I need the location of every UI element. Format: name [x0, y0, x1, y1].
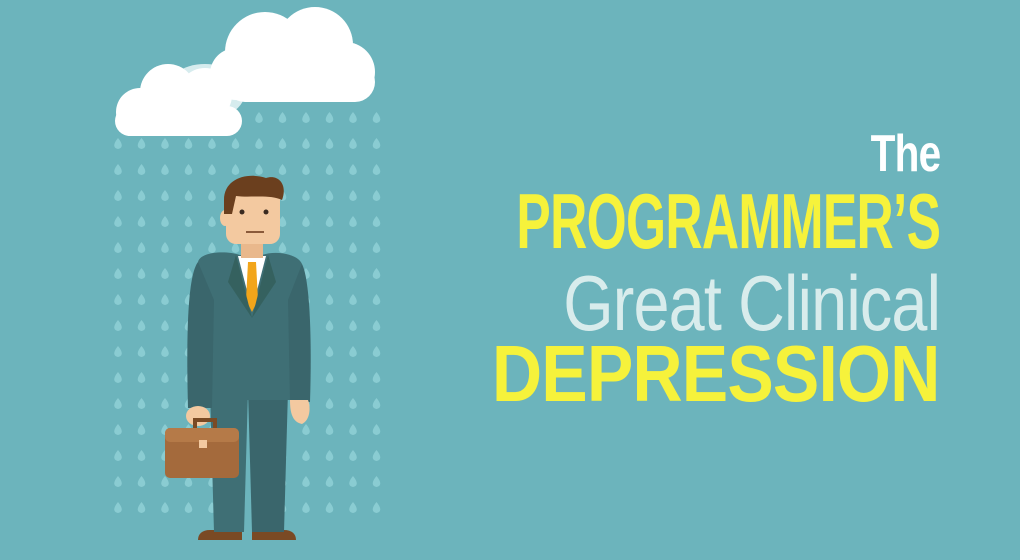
- raindrop: [255, 424, 263, 435]
- raindrop: [161, 372, 169, 383]
- raindrop: [161, 268, 169, 279]
- raindrop: [161, 424, 169, 435]
- raindrop: [349, 476, 357, 487]
- raindrop: [138, 138, 146, 149]
- raindrop: [208, 476, 216, 487]
- raindrop: [161, 398, 169, 409]
- raindrop: [326, 190, 334, 201]
- raindrop: [138, 294, 146, 305]
- raindrop: [255, 372, 263, 383]
- raindrop: [302, 398, 310, 409]
- raindrop: [255, 502, 263, 513]
- raindrop: [138, 164, 146, 175]
- raindrop: [232, 242, 240, 253]
- raindrop: [326, 268, 334, 279]
- raindrop: [232, 476, 240, 487]
- raindrop: [302, 320, 310, 331]
- raindrop: [255, 138, 263, 149]
- raindrop: [302, 216, 310, 227]
- raindrop: [326, 216, 334, 227]
- raindrop: [373, 320, 381, 331]
- raindrop: [279, 216, 287, 227]
- raindrop: [349, 346, 357, 357]
- raindrop: [255, 164, 263, 175]
- raindrop: [208, 242, 216, 253]
- raindrop: [326, 112, 334, 123]
- raindrop: [349, 138, 357, 149]
- raindrop: [302, 450, 310, 461]
- raindrop: [138, 268, 146, 279]
- raindrop: [279, 424, 287, 435]
- raindrop: [114, 320, 122, 331]
- raindrop: [138, 346, 146, 357]
- raindrop: [349, 450, 357, 461]
- raindrop: [373, 502, 381, 513]
- raindrop: [255, 450, 263, 461]
- headline-line-programmers: PROGRAMMER’S: [516, 177, 940, 265]
- raindrop: [279, 138, 287, 149]
- raindrop: [255, 112, 263, 123]
- raindrop: [161, 320, 169, 331]
- raindrop: [138, 320, 146, 331]
- raindrop: [326, 502, 334, 513]
- raindrop: [138, 398, 146, 409]
- raindrop: [232, 372, 240, 383]
- raindrop: [208, 268, 216, 279]
- headline: [400, 118, 940, 418]
- raindrop: [114, 242, 122, 253]
- raindrop: [161, 476, 169, 487]
- raindrop: [373, 424, 381, 435]
- raindrop: [326, 346, 334, 357]
- raindrop: [326, 372, 334, 383]
- raindrop: [279, 476, 287, 487]
- raindrop: [232, 164, 240, 175]
- raindrop: [349, 320, 357, 331]
- raindrop: [326, 320, 334, 331]
- raindrop: [279, 164, 287, 175]
- raindrop: [185, 268, 193, 279]
- raindrop: [279, 242, 287, 253]
- raindrop: [161, 346, 169, 357]
- raindrop: [185, 372, 193, 383]
- raindrop: [373, 268, 381, 279]
- raindrop: [349, 164, 357, 175]
- raindrop: [232, 320, 240, 331]
- raindrop: [302, 268, 310, 279]
- raindrop: [279, 190, 287, 201]
- raindrop: [208, 450, 216, 461]
- raindrop: [185, 346, 193, 357]
- raindrop: [114, 476, 122, 487]
- raindrop: [255, 242, 263, 253]
- raindrop: [255, 268, 263, 279]
- raindrop: [114, 164, 122, 175]
- headline-line-great-clinical: Great Clinical: [563, 259, 940, 347]
- raindrop: [185, 398, 193, 409]
- raindrop: [373, 398, 381, 409]
- raindrop: [114, 190, 122, 201]
- raindrop: [255, 346, 263, 357]
- raindrop: [279, 502, 287, 513]
- raindrop: [302, 346, 310, 357]
- raindrop: [349, 242, 357, 253]
- raindrop: [185, 424, 193, 435]
- raindrop: [185, 190, 193, 201]
- raindrop: [279, 346, 287, 357]
- raindrop: [208, 398, 216, 409]
- raindrop: [232, 450, 240, 461]
- raindrop: [114, 294, 122, 305]
- raindrop: [373, 164, 381, 175]
- raindrop: [373, 372, 381, 383]
- raindrop: [114, 346, 122, 357]
- raindrop: [302, 242, 310, 253]
- raindrop: [255, 476, 263, 487]
- raindrop: [255, 320, 263, 331]
- raindrop: [302, 372, 310, 383]
- raindrop: [161, 242, 169, 253]
- raindrop: [326, 450, 334, 461]
- raindrop: [349, 424, 357, 435]
- raindrop: [185, 320, 193, 331]
- raindrop: [232, 216, 240, 227]
- raindrop: [161, 450, 169, 461]
- raindrop: [138, 242, 146, 253]
- raindrop: [255, 216, 263, 227]
- raindrop: [302, 294, 310, 305]
- raindrop: [185, 138, 193, 149]
- raindrop: [114, 398, 122, 409]
- raindrop: [302, 112, 310, 123]
- raindrop: [138, 450, 146, 461]
- raindrop: [349, 216, 357, 227]
- raindrop: [161, 164, 169, 175]
- raindrop: [161, 216, 169, 227]
- raindrop: [255, 294, 263, 305]
- raindrop: [161, 502, 169, 513]
- raindrop: [232, 424, 240, 435]
- raindrop: [138, 190, 146, 201]
- raindrop: [232, 398, 240, 409]
- raindrop: [114, 268, 122, 279]
- raindrop: [185, 242, 193, 253]
- raindrop: [279, 268, 287, 279]
- raindrop: [208, 190, 216, 201]
- raindrop: [114, 424, 122, 435]
- raindrop: [208, 424, 216, 435]
- raindrop: [208, 294, 216, 305]
- raindrop: [185, 216, 193, 227]
- raindrop: [185, 294, 193, 305]
- raindrop: [326, 476, 334, 487]
- raindrop: [208, 372, 216, 383]
- raindrop: [255, 398, 263, 409]
- raindrop: [349, 112, 357, 123]
- raindrop: [326, 242, 334, 253]
- raindrop: [208, 320, 216, 331]
- raindrop: [349, 372, 357, 383]
- raindrop: [208, 138, 216, 149]
- raindrop: [161, 138, 169, 149]
- raindrop: [232, 190, 240, 201]
- raindrop: [349, 294, 357, 305]
- raindrop: [138, 216, 146, 227]
- raindrop: [302, 476, 310, 487]
- cloud-front: [115, 64, 242, 136]
- raindrop: [349, 190, 357, 201]
- raindrop: [326, 138, 334, 149]
- headline-line-depression: DEPRESSION: [492, 329, 940, 418]
- raindrop: [279, 372, 287, 383]
- raindrop: [255, 190, 263, 201]
- raindrop: [114, 502, 122, 513]
- raindrop: [185, 476, 193, 487]
- raindrop: [138, 476, 146, 487]
- raindrop: [349, 398, 357, 409]
- raindrop: [302, 502, 310, 513]
- raindrop: [208, 164, 216, 175]
- raindrop: [302, 164, 310, 175]
- raindrop: [185, 502, 193, 513]
- raindrop: [114, 138, 122, 149]
- raindrop: [302, 190, 310, 201]
- raindrop: [208, 346, 216, 357]
- raindrop: [373, 476, 381, 487]
- raindrop: [232, 138, 240, 149]
- raindrop: [326, 294, 334, 305]
- raindrop: [373, 346, 381, 357]
- raindrop: [208, 502, 216, 513]
- raindrop: [138, 502, 146, 513]
- raindrop: [161, 294, 169, 305]
- raindrop: [138, 424, 146, 435]
- raindrop: [138, 372, 146, 383]
- raindrop: [208, 216, 216, 227]
- raindrop: [232, 346, 240, 357]
- raindrop: [114, 216, 122, 227]
- raindrop: [161, 190, 169, 201]
- raindrop: [279, 320, 287, 331]
- headline-line-the: The: [870, 125, 940, 183]
- raindrop: [232, 268, 240, 279]
- raindrop: [349, 502, 357, 513]
- raindrop: [373, 216, 381, 227]
- raindrop: [185, 164, 193, 175]
- raindrop: [373, 112, 381, 123]
- raindrop: [326, 164, 334, 175]
- raindrop: [302, 138, 310, 149]
- rain-drops: [114, 112, 380, 513]
- businessman-figure: [165, 176, 311, 540]
- cloud-back: [165, 7, 375, 120]
- raindrop: [349, 268, 357, 279]
- raindrop: [232, 502, 240, 513]
- raindrop: [373, 450, 381, 461]
- raindrop: [373, 190, 381, 201]
- raindrop: [279, 398, 287, 409]
- raindrop: [302, 424, 310, 435]
- raindrop: [326, 398, 334, 409]
- raindrop: [373, 138, 381, 149]
- raindrop: [114, 450, 122, 461]
- raindrop: [373, 242, 381, 253]
- raindrop: [279, 294, 287, 305]
- raindrop: [232, 294, 240, 305]
- raindrop: [279, 112, 287, 123]
- raindrop: [114, 372, 122, 383]
- raindrop: [326, 424, 334, 435]
- raindrop: [185, 450, 193, 461]
- raindrop: [373, 294, 381, 305]
- raindrop: [279, 450, 287, 461]
